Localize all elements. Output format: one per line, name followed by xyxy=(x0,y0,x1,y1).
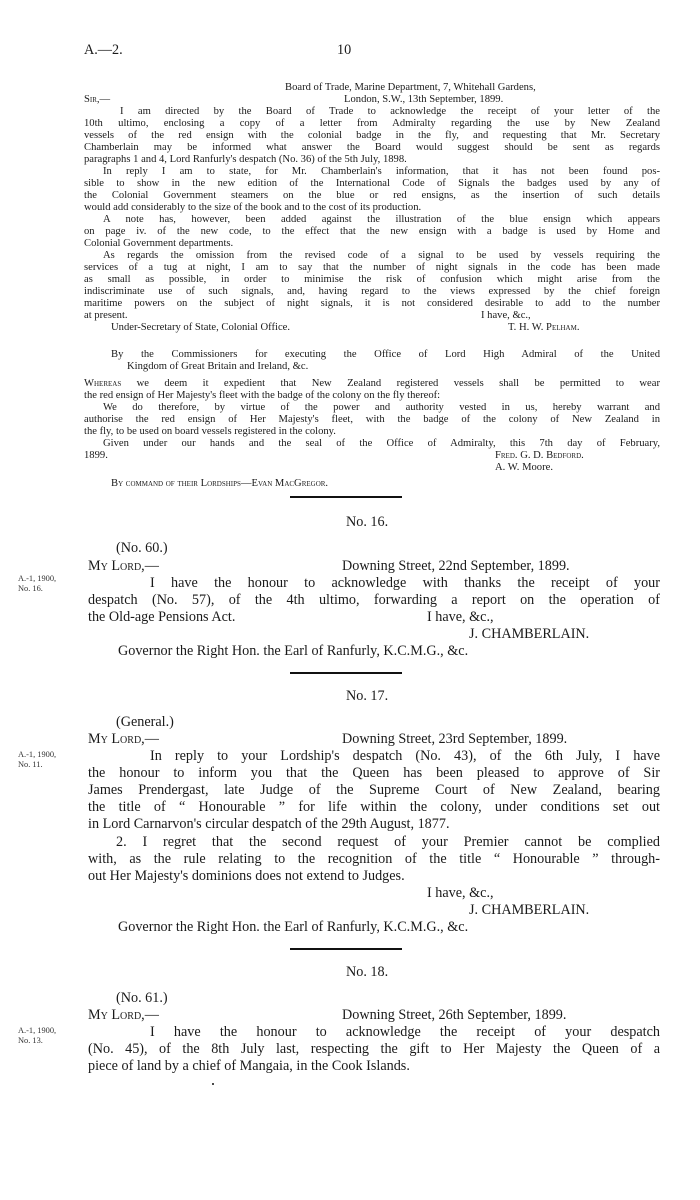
no17-p1-line: the title of “ Honourable ” for life within the colony, under conditions set out xyxy=(88,799,660,815)
letter1-p1-line: I am directed by the Board of Trade to acknowledge the receipt of your letter of the xyxy=(120,106,660,117)
letter1-p4-line: at present. xyxy=(84,310,128,321)
letter1-salutation: Sir,— xyxy=(84,94,111,105)
no17-salutation: My Lord,— xyxy=(88,731,159,747)
no16-heading: No. 16. xyxy=(346,514,389,530)
letter1-p4-line: services of a tug at night, I am to say that the number of night signals in the code has been made xyxy=(84,262,660,273)
no16-place-date: Downing Street, 22nd September, 1899. xyxy=(342,558,570,574)
no18-body-line: (No. 45), of the 8th July last, respecting the gift to Her Majesty the Queen of a xyxy=(88,1041,660,1057)
warrant-given-year: 1899. xyxy=(84,450,108,461)
letter1-addressee: Under-Secretary of State, Colonial Office. xyxy=(111,322,291,333)
letter1-p1-line: Chamberlain may be informed what answer the Board would suggest should be sent as regards xyxy=(84,142,660,153)
letter1-signature: T. H. W. Pelham. xyxy=(508,322,580,333)
letter1-p2-line: sible to show in the new edition of the International Code of Signals the badges used by any of xyxy=(84,178,660,189)
warrant-whereas-line: the red ensign of Her Majesty's fleet with the badge of the colony on the fly thereof: xyxy=(84,390,441,401)
no17-p1-line: the honour to inform you that the Queen has been pleased to approve of Sir xyxy=(88,765,660,781)
page-ref: A.—2. xyxy=(84,42,123,58)
no16-ref: (No. 60.) xyxy=(116,540,168,556)
letter1-p2-line: In reply I am to state, for Mr. Chamberlain's information, that it has not been found pos- xyxy=(103,166,660,177)
letter1-p1-line: vessels of the red ensign with the colonial badge in the fly, and requesting that Mr. Secretary xyxy=(84,130,660,141)
no16-body-line: I have the honour to acknowledge with thanks the receipt of your xyxy=(150,575,660,591)
warrant-command: By command of their Lordships—Evan MacGregor. xyxy=(111,478,329,489)
letter1-p1-line: 10th ultimo, enclosing a copy of a letter from Admiralty regarding the use by New Zealand xyxy=(84,118,660,129)
no17-margin-note: A.-1, 1900, xyxy=(18,750,57,759)
no18-heading: No. 18. xyxy=(346,964,389,980)
letter1-p4-line: indiscriminate use of such signals, and, having regard to the views expressed by the chief foreign xyxy=(84,286,660,297)
no17-p2-line: with, as the rule relating to the recognition of the title “ Honourable ” through- xyxy=(88,851,660,867)
letter1-p3-line: A note has, however, been added against the illustration of the blue ensign which appears xyxy=(103,214,660,225)
no17-p1-line: in Lord Carnarvon's circular despatch of the 29th August, 1877. xyxy=(88,816,450,832)
no17-margin-note: No. 11. xyxy=(18,760,43,769)
no18-margin-note: No. 13. xyxy=(18,1036,43,1045)
warrant-therefore-line: We do therefore, by virtue of the power and authority vested in us, hereby warrant and xyxy=(103,402,660,413)
ink-speck xyxy=(212,1083,214,1085)
warrant-therefore-line: the fly, to be used on board vessels registered in the colony. xyxy=(84,426,336,437)
letter1-p3-line: Colonial Government departments. xyxy=(84,238,234,249)
letter1-place-date: London, S.W., 13th September, 1899. xyxy=(344,94,504,105)
no17-signature: J. CHAMBERLAIN. xyxy=(469,902,590,918)
warrant-whereas-word: Whereas xyxy=(84,378,122,389)
page-number: 10 xyxy=(337,42,352,58)
no18-place-date: Downing Street, 26th September, 1899. xyxy=(342,1007,567,1023)
no17-p1-line: James Prendergast, late Judge of the Supreme Court of New Zealand, bearing xyxy=(88,782,660,798)
no16-salutation: My Lord,— xyxy=(88,558,159,574)
letter1-closing: I have, &c., xyxy=(481,310,531,321)
no16-margin-note: A.-1, 1900, xyxy=(18,574,57,583)
no16-addressee: Governor the Right Hon. the Earl of Ranfurly, K.C.M.G., &c. xyxy=(118,643,469,659)
no16-body-line: the Old-age Pensions Act. xyxy=(88,609,236,625)
no17-p2-line: out Her Majesty's dominions does not extend to Judges. xyxy=(88,868,405,884)
no16-body-line: despatch (No. 57), of the 4th ultimo, forwarding a report on the operation of xyxy=(88,592,660,608)
no18-ref: (No. 61.) xyxy=(116,990,168,1006)
warrant-whereas-text: we deem it expedient that New Zealand registered vessels shall be permitted to wear xyxy=(136,378,660,389)
warrant-therefore-line: authorise the red ensign of Her Majesty's fleet, with the badge of the colony of New Zealand in xyxy=(84,414,660,425)
no17-ref: (General.) xyxy=(116,714,174,730)
letter1-p4-line: As regards the omission from the revised code of a signal to be used by vessels requiring the xyxy=(103,250,660,261)
no17-p1-line: In reply to your Lordship's despatch (No. 43), of the 6th July, I have xyxy=(150,748,660,764)
warrant-given-line: Given under our hands and the seal of the Office of Admiralty, this 7th day of February, xyxy=(103,438,660,449)
warrant-whereas-line xyxy=(84,378,660,390)
no17-p2-line: 2. I regret that the second request of your Premier cannot be complied xyxy=(116,834,660,850)
no18-margin-note: A.-1, 1900, xyxy=(18,1026,57,1035)
no17-addressee: Governor the Right Hon. the Earl of Ranfurly, K.C.M.G., &c. xyxy=(118,919,469,935)
section-divider xyxy=(290,948,402,950)
no17-closing: I have, &c., xyxy=(427,885,494,901)
letter1-address: Board of Trade, Marine Department, 7, Whitehall Gardens, xyxy=(285,82,536,93)
letter1-p2-line: would add considerably to the size of the book and to the cost of its production. xyxy=(84,202,422,213)
warrant-preamble: By the Commissioners for executing the Office of Lord High Admiral of the United xyxy=(111,349,660,360)
section-divider xyxy=(290,672,402,674)
section-divider xyxy=(290,496,402,498)
no18-body-line: I have the honour to acknowledge the receipt of your despatch xyxy=(150,1024,660,1040)
letter1-p4-line: as small as possible, in order to minimise the risk of confusion which might arise from the xyxy=(84,274,660,285)
no16-closing: I have, &c., xyxy=(427,609,494,625)
letter1-p4-line: maritime powers on the subject of night signals, it is not considered desirable to add to the number xyxy=(84,298,660,309)
no18-body-line: piece of land by a chief of Mangaia, in the Cook Islands. xyxy=(88,1058,410,1074)
no16-margin-note: No. 16. xyxy=(18,584,43,593)
letter1-p3-line: on page iv. of the new code, to the effect that the new ensign with a badge is used by Home and xyxy=(84,226,660,237)
warrant-preamble: Kingdom of Great Britain and Ireland, &c. xyxy=(127,361,309,372)
no17-place-date: Downing Street, 23rd September, 1899. xyxy=(342,731,568,747)
no18-salutation: My Lord,— xyxy=(88,1007,159,1023)
warrant-signer: Fred. G. D. Bedford. xyxy=(495,450,584,461)
no16-signature: J. CHAMBERLAIN. xyxy=(469,626,590,642)
no17-heading: No. 17. xyxy=(346,688,389,704)
letter1-p1-line: paragraphs 1 and 4, Lord Ranfurly's despatch (No. 36) of the 5th July, 1898. xyxy=(84,154,407,165)
letter1-p2-line: the Colonial Government steamers on the blue or red ensigns, as the insertion of such details xyxy=(84,190,660,201)
warrant-signer: A. W. Moore. xyxy=(495,462,553,473)
